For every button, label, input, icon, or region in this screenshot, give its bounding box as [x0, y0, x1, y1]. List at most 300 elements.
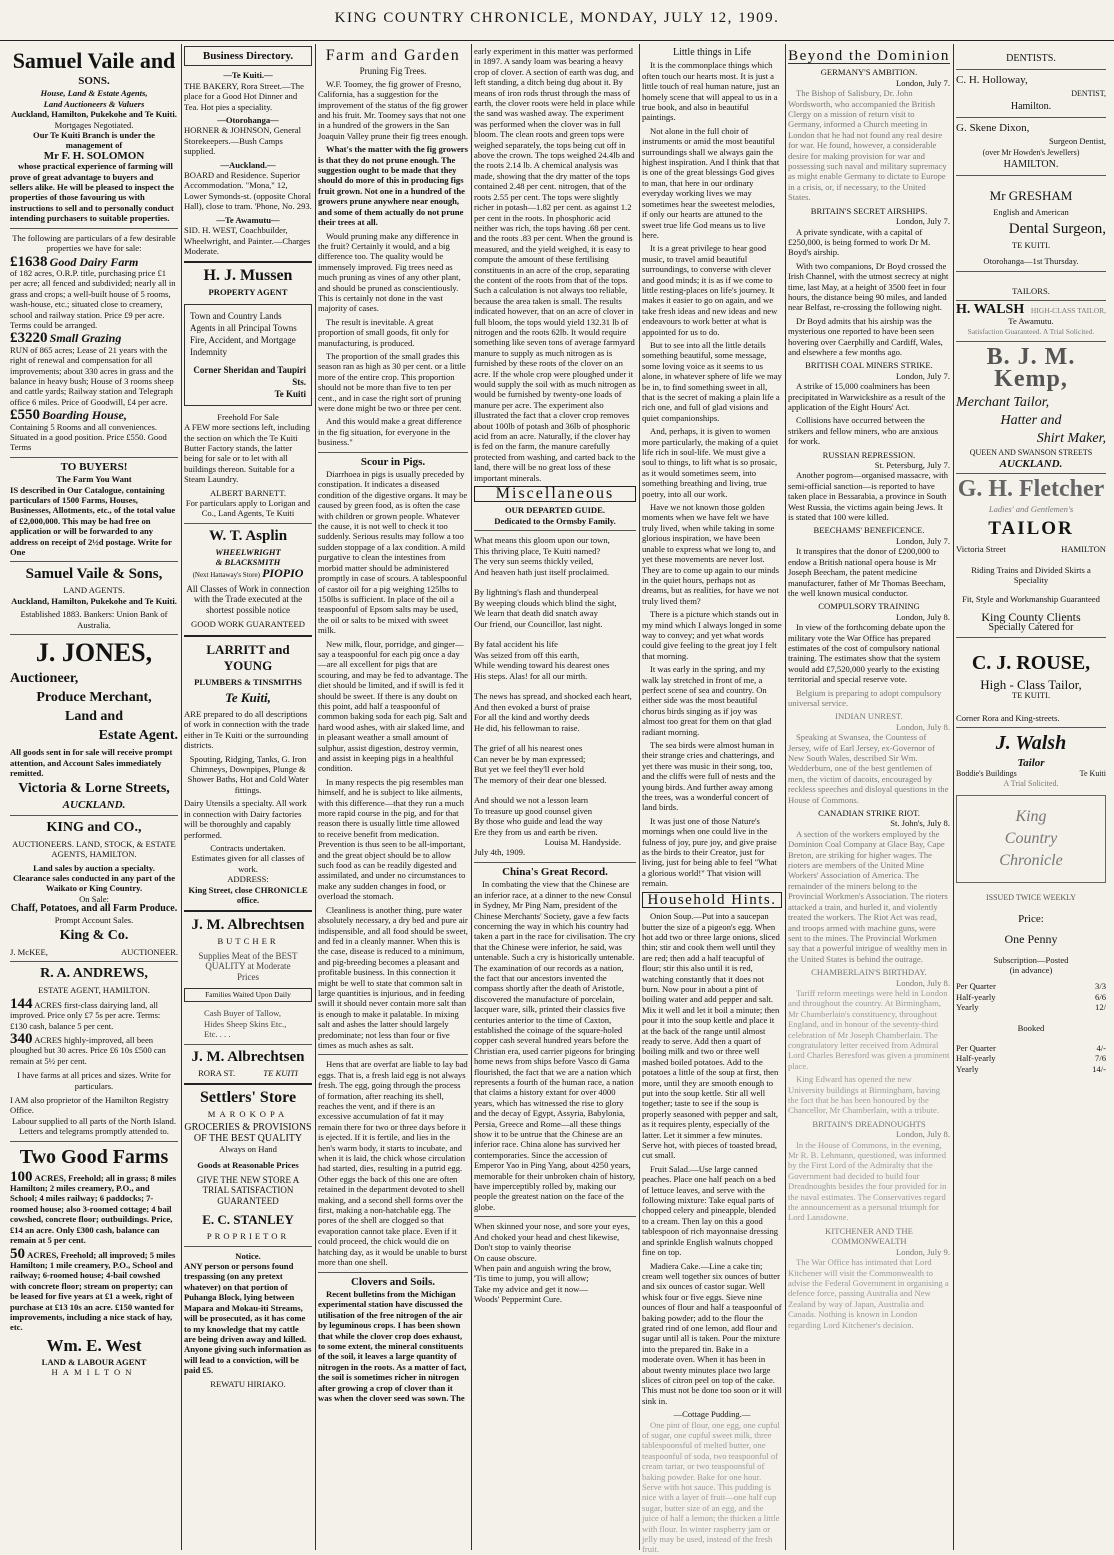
- fletcher-tailor: TAILOR: [988, 518, 1074, 540]
- news-8-text: A section of the workers employed by the Dominion Coal Company at Glace Bay, Cape Breton, are striking for higher wages. The rioters are members of the United Mine Workers' Association of America. The remainder of the miners belong to the Provincial Workmen's Association. The rioters attacked a train, and hurled it, and violently treated the workers. The Riot Act was read, and troops armed with machine guns, were sent to the mines. The Provincial Workmen say that a powerful intrigue of wealthy men in the United States is behind the outrage.: [788, 828, 948, 964]
- news-2-text-c: Dr Boyd admits that his airship was the mysterious one reported to have been seen hovering over Caerphilly and Cardiff, Wales, and elsewhere a few months ago.: [788, 315, 943, 357]
- property-2-title: Small Grazing: [49, 331, 122, 346]
- property-3-price: £550: [10, 407, 40, 424]
- posted-year: [956, 1002, 1106, 1012]
- andrews-340-num: 340: [10, 1031, 33, 1047]
- pruning-p1: W.F. Toomey, the fig grower of Fresno, California, has a suggestion for the improvement of the status of the fig grower and his fruit. Mr. Toomey says that not one in a hundred of the growers in the San Joaquin Valley prune their fig trees enough.: [318, 78, 468, 141]
- news-1-date: London, July 7.: [896, 77, 950, 88]
- jones-land: Land and: [65, 709, 123, 725]
- gresham-title: Dental Surgeon,: [1008, 220, 1106, 237]
- news-11-date: London, July 8.: [896, 1129, 950, 1140]
- divider: [318, 1272, 468, 1273]
- cottage-pudding: One pint of flour, one egg, one cupful of sugar, one cupful sweet milk, three tablespoonsful of melted butter, one teaspoonful of soda, two teaspoonful of cream tartar, or two teaspoonsful of baking powder. Bake for one hour. Serve with hot sauce. This pudding is nice with a layer of fruit—one half cup sugar, butter size of an egg, and the juice of half a lemon; the thicken a little with flour. In winter raspberry jam or jelly may be used, instead of the fresh fruit.: [642, 1419, 780, 1555]
- andrews-sub: ESTATE AGENT, HAMILTON.: [38, 985, 150, 996]
- property-2: [10, 330, 178, 407]
- vaile2-locations: Auckland, Hamilton, Pukekohe and Te Kuiti.: [11, 595, 177, 606]
- price-heading: Price:: [1018, 912, 1044, 925]
- vaile2-sub: LAND AGENTS.: [63, 585, 125, 596]
- albrechtsen2-sub: RORA ST.: [198, 1067, 236, 1078]
- divider: [474, 530, 636, 531]
- larritt-estimates: Estimates given for all classes of work.: [191, 853, 305, 874]
- walsh-row: [956, 302, 1106, 318]
- news-9-text: Tariff reform meetings were held in London and throughout the country. At Birmingham, Mr Chamberlain's constituency, throughout England, and in honour of the seventy-third celebration of Mr Joseph Chamberlain. The congratulatory letter received from Admiral Lord Charles Beresford was given a prominent place.: [788, 987, 950, 1071]
- fletcher-street-row: [956, 544, 1106, 554]
- news-4-text: Another pogrom—organised massacre, with semi-official sanction—is reported to have taken place in Bessarabia, a province in South West Russia, the victims again being Jews. It is stated that 100 were killed.: [788, 470, 949, 523]
- label: Half-yearly: [956, 1053, 996, 1064]
- column-6: [788, 46, 950, 1546]
- king-title: KING and CO.,: [46, 819, 142, 835]
- divider: [10, 457, 178, 458]
- household-heading: Household Hints.: [642, 892, 782, 908]
- news-3-date: London, July 7.: [896, 370, 950, 381]
- dentists-heading: DENTISTS.: [1006, 53, 1056, 64]
- pruning-p6: And this would make a great difference in the fig situation, for everyone in the business.": [318, 416, 462, 448]
- dir-horner: HORNER & JOHNSON, General Storekeepers.—Bush Camps supplied.: [184, 125, 301, 157]
- divider: [10, 561, 178, 562]
- rouse-name: C. J. ROUSE,: [971, 651, 1091, 674]
- jwalsh-tailor: Tailor: [1017, 757, 1045, 770]
- little-p3: It is a great privilege to hear good music, to travel amid beautiful surroundings, to converse with clever and good minds; it is as if we come to little resting-places on life's journey. It makes it easier to go on again, and we take fresh ideas and new ideas and new endeavours to work better at what is appointed for us to do.: [642, 243, 778, 337]
- holloway-city: Hamilton.: [1010, 101, 1052, 112]
- poem-date: July 4th, 1909.: [474, 847, 526, 858]
- king-chaff: Chaff, Potatoes, and all Farm Produce.: [10, 903, 178, 915]
- rouse-title: High - Class Tailor,: [980, 676, 1082, 692]
- news-2-text-a: A private syndicate, with a capital of £250,000, is being formed to work Dr M. Boyd's airship.: [788, 226, 931, 258]
- label: Half-yearly: [956, 991, 996, 1002]
- jones-estate: Estate Agent.: [98, 728, 178, 744]
- news-6-text-b: Belgium is preparing to adopt compulsory universal service.: [788, 687, 942, 708]
- walsh-name: H. WALSH: [956, 302, 1025, 318]
- farm-100: [10, 1168, 178, 1246]
- farm-50-num: 50: [10, 1245, 25, 1262]
- chronicle-logo: [956, 795, 1106, 883]
- news-2-heading: BRITAIN'S SECRET AIRSHIPS.: [810, 205, 928, 216]
- divider: [10, 634, 178, 635]
- divider: [956, 271, 1106, 272]
- west-sub: LAND & LABOUR AGENT: [41, 1356, 147, 1367]
- albrechtsen-supplies: Supplies Meat of the BEST QUALITY at Moderate Prices: [198, 950, 298, 982]
- column-4: [474, 46, 636, 1546]
- settlers-goods: Goods at Reasonable Prices: [197, 1159, 299, 1170]
- clovers-paragraph: Recent bulletins from the Michigan experimental station have discussed the utilisation of the free nitrogen of the air by leguminous crops. I has been shown that while the clover crop does exhaust, to some extent, the mineral constituents of the soil, it leaves a large quantity of nitrogen in the roots. As a matter of fact, the soil is sometimes richer in nitrogen after growing a crop of clover than it was when the clover seed was sown. The: [318, 1288, 467, 1403]
- jwalsh-city: Te Kuiti: [1079, 768, 1106, 778]
- albrechtsen-butcher: BUTCHER: [217, 936, 279, 947]
- fletcher-street: Victoria Street: [956, 544, 1006, 555]
- label: Yearly: [956, 1063, 979, 1074]
- buyers-heading: TO BUYERS!: [60, 460, 128, 473]
- little-p10: It was just one of those Nature's mornings when one could live in the fulness of joy, pure joy, and give praise as the birds to their Creator, just for living, just for being able to feel "What a glorious world!" That vision will remain.: [642, 815, 777, 889]
- pruning-p2: What's the matter with the fig growers is that they do not prune enough. The suggestion ought to be made that they should do more of this in producing figs fruit grown. Not one in a hundred of the growers prune anywhere near enough, and some of them actually do not prune their trees at all.: [318, 144, 468, 228]
- settlers-title: Settlers' Store: [199, 1089, 297, 1106]
- jones-title: J. JONES,: [35, 638, 153, 668]
- little-p2: Not alone in the full choir of instruments or amid the most beautiful surroundings shall we always gain the highest inspiration. And I think that that is one of the great blessings God gives to man, that here in our ordinary everyday working lives we may sometimes hear the sweetest melodies, if only our hearts are attuned to the sweet true life God means us to live here.: [642, 125, 780, 240]
- settlers-always: Always on Hand: [219, 1144, 277, 1155]
- farms-title: Two Good Farms: [19, 1145, 169, 1168]
- settlers-groceries: GROCERIES & PROVISIONS OF THE BEST QUALITY: [184, 1122, 312, 1144]
- guide-heading: OUR DEPARTED GUIDE.: [504, 505, 606, 516]
- news-3-heading: BRITISH COAL MINERS STRIKE.: [805, 360, 933, 371]
- logo-chronicle: Chronicle: [999, 852, 1063, 870]
- barnett-apply: For particulars apply to Lorigan and Co., Land Agents, Te Kuiti: [185, 497, 311, 519]
- vaile-sons: SONS.: [78, 75, 110, 87]
- china-heading: China's Great Record.: [502, 865, 608, 878]
- victoria-streets: Victoria & Lorne Streets,: [18, 781, 170, 797]
- news-5-date: London, July 7.: [896, 535, 950, 546]
- mussen-text: Town and Country Lands Agents in all Principal Towns Fire, Accident, and Mortgage Indemnity: [190, 310, 297, 357]
- poem-signature: Louisa M. Handyside.: [544, 837, 621, 848]
- andrews-144-num: 144: [10, 995, 33, 1012]
- little-p9: The sea birds were almost human in their strange cries and chatterings, and yet there was music in their song, too, and the cliffs were full of nests and the young birds. And further away among the trees, was a wonderful concert of land birds.: [642, 740, 776, 813]
- asplin-piopio: PIOPIO: [262, 565, 304, 580]
- value: 7/6: [1095, 1053, 1106, 1064]
- dir-bakery: THE BAKERY, Rora Street.—The place for a Good Hot Dinner and Tea. Hot pies a speciality.: [184, 80, 304, 112]
- value: 6/6: [1095, 991, 1106, 1002]
- buyers-sub: The Farm You Want: [56, 474, 132, 485]
- vaile-locations: Auckland, Hamilton, Pukekohe and Te Kuiti.: [11, 109, 177, 120]
- column-5: [642, 46, 782, 1555]
- news-12-text: The War Office has intimated that Lord Kitchener will visit the Commonwealth to advise the Federal Government in organising a defence force, passing Australia and New Zealand by way of Japan, Australia and Canada. Nothing is known in London regarding Lord Kitchener's decision.: [788, 1257, 949, 1330]
- freehold-text: A FEW more sections left, including the section on which the Te Kuiti Butter Factory stands, the latter being for sale or to let with all buildings thereon. Suitable for a Steam Laundry.: [184, 422, 310, 485]
- property-1-price: £1638: [10, 253, 48, 270]
- asplin-good-work: GOOD WORK GUARANTEED: [191, 619, 305, 630]
- jwalsh-name: J. Walsh: [995, 732, 1067, 755]
- little-p5: And, perhaps, it is given to women more particularly, the making of a quiet life rich in soul-life. We must give a soul to things, to lift what is so prosaic, as it would sometimes seem, into something breathing and living, true poetry, into all our work.: [642, 426, 779, 499]
- king-auctioneer: AUCTIONEER.: [120, 946, 178, 957]
- pruning-p4: The result is inevitable. A great proportion of small goods, fit only for manufacturing, is produced.: [318, 316, 449, 348]
- vaile-sub1: House, Land & Estate Agents,: [40, 88, 148, 99]
- news-2-date: London, July 7.: [896, 216, 950, 227]
- fletcher-fit: Fit, Style and Workmanship Guaranteed: [962, 593, 1100, 604]
- vaile-list-intro: The following are particulars of a few desirable properties we have for sale:: [12, 232, 176, 254]
- gresham-name: Mr GRESHAM: [989, 188, 1073, 204]
- dixon-name: G. Skene Dixon,: [956, 122, 1030, 134]
- news-6-heading: COMPULSORY TRAINING: [818, 601, 920, 612]
- divider: [956, 117, 1106, 118]
- kemp-streets: QUEEN AND SWANSON STREETS: [969, 448, 1093, 458]
- pruning-p5: The proportion of the small grades this season ran as high as 30 per cent. or a little more of the entire crop. This proportion should not be more than five to ten per cent., and in case the right sort of pruning were done might be two or three per cent.: [318, 350, 466, 413]
- notice-heading: Notice.: [235, 1250, 261, 1261]
- rouse-address: Corner Rora and King-streets.: [956, 712, 1060, 723]
- larritt-contracts: Contracts undertaken.: [210, 842, 286, 853]
- farm-50: [10, 1245, 178, 1333]
- divider: [956, 341, 1106, 342]
- booked-heading: Booked: [1017, 1022, 1045, 1033]
- settlers-give: GIVE THE NEW STORE A TRIAL SATISFACTION GUARANTEED: [196, 1175, 300, 1206]
- price-value: One Penny: [1004, 932, 1058, 947]
- column-2: [184, 46, 312, 1546]
- asplin-2: & BLACKSMITH: [215, 557, 281, 568]
- kemp-merchant: Merchant Tailor,: [956, 395, 1050, 411]
- king-mckee-row: [10, 947, 178, 957]
- news-9-date: London, July 8.: [896, 977, 950, 988]
- dixon-address: (over Mr Howden's Jewellers): [982, 148, 1080, 157]
- fruit-salad: Fruit Salad.—Use large canned peaches. Place one half peach on a bed of lettuce leaves, and serve with the following mixture: Take equal parts of chopped celery and pineapple, blended to a cream. Then lay on this a good tablespoon of rich mayonnaise dressing and sprinkle English walnuts chopped fine on top.: [642, 1163, 779, 1258]
- divider: [474, 862, 636, 863]
- fletcher-name: G. H. Fletcher: [957, 476, 1105, 503]
- pruning-p3: Would pruning make any difference in the fruit? Certainly it would, and a big difference too. The quality would be immensely improved. Fig trees need as much pruning as vines of any other plant, and should be pruned as conscientiously. This is certainly not done in the vast majority of cases.: [318, 230, 461, 314]
- king-text1: Land sales by auction a specialty.: [33, 862, 155, 873]
- kemp-name: B. J. M. Kemp,: [986, 344, 1076, 393]
- divider: [184, 1083, 312, 1085]
- news-11-heading: BRITAIN'S DREADNOUGHTS: [812, 1118, 926, 1129]
- holloway-title: DENTIST,: [1071, 89, 1106, 98]
- value: 12/: [1095, 1002, 1106, 1013]
- divider: [10, 228, 178, 229]
- west-title: Wm. E. West: [46, 1335, 142, 1355]
- farm-50-text: ACRES, Freehold; all improved; 5 miles Hamilton; 1 mile creamery, P.O., School and railway; 6-roomed house; 4-bail cowshed with concrete floor; stream on property; can be leased for five years at £1 a week, right of purchase at £13 10s an acre. £150 wanted for improvements, including a nice stack of hay, etc.: [10, 1249, 176, 1333]
- divider: [956, 300, 1106, 301]
- asplin-text: All Classes of Work in connection with the Trade executed at the shortest possible notice: [186, 584, 310, 615]
- divider: [10, 815, 178, 816]
- property-3-title: Boarding House,: [42, 408, 127, 423]
- column-rule: [181, 44, 182, 1550]
- larritt-title: LARRITT and YOUNG: [206, 641, 290, 673]
- king-on-sale: On Sale:: [79, 893, 109, 904]
- buyers-text: IS described in Our Catalogue, containing particulars of 1500 Farms, Houses, Businesses, Allotments, etc., of the total value of £2,000,000. This may be had free on application or will be forwarded to any address on receipt of 2½d postage. Write for One: [10, 484, 176, 558]
- divider: [184, 261, 312, 263]
- asplin-next-row: [184, 565, 312, 580]
- booked-year: [956, 1064, 1106, 1074]
- vaile-manager: Mr F. H. SOLOMON: [43, 149, 145, 162]
- vaile-mortgages: Mortgages Negotiated.: [54, 119, 134, 130]
- vaile2-title: Samuel Vaile & Sons,: [25, 566, 163, 583]
- andrews-labour: Labour supplied to all parts of the North Island.: [12, 1115, 176, 1126]
- jwalsh-solicited: A Trial Solicited.: [1003, 778, 1059, 788]
- larritt-town: Te Kuiti,: [225, 690, 271, 706]
- guide-poem: What means this gloom upon our town, This thriving place, Te Kuiti named? The very sun seems thickly veiled, And heaven hath just itself proclaimed. By lightning's flash and thunderpeal By weeping clouds which blind the sight, We learn that death did snatch away Our friend, our Councillor, last night. By fatal accident his life Was seized from off this earth, While wending toward his dearest ones His steps. Alas! for all our mirth. The news has spread, and shocked each heart, And then evoked a burst of praise For all the kind and worthy deeds He did, his fellowman to raise. The grief of all his nearest ones Can never be by man expressed; But yet we feel they'll ever hold The memory of their dear one blessed. And should we not a lesson learn To treasure up good counsel given By those who guide and lead the way Ere they from us and earth be riven.: [474, 535, 632, 837]
- divider: [474, 1216, 636, 1217]
- fletcher-catered: Specially Catered for: [988, 621, 1074, 633]
- king-signature: King & Co.: [59, 927, 129, 943]
- little-p6: Have we not known those golden moments when we have felt we have truly lived, when while taking in some glorious inspiration, we have been unable to express what we long to, and yet these movements are never lost. They are to come up again to our minds in the quiet hours, perhaps not as dreams, but as realities, for have we not truly lived them?: [642, 502, 779, 606]
- king-text2: Clearance sales conducted in any part of the Waikato or King Country.: [12, 872, 176, 894]
- masthead-rule: [0, 40, 1114, 41]
- dir-board: BOARD and Residence. Superior Accommodation. "Mona," 12, Lower Symonds-st. (opposite Choral Hall), close to tram. 'Phone, No. 293.: [184, 170, 312, 212]
- news-7-text: Speaking at Swansea, the Countess of Jersey, wife of Earl Jersey, ex-Governor of New South Wales, described Sir Wm. Wedderburn, one of the best gentlemen of men, the victim of dacoits, encouraged by reckless speeches and disloyal questions in the House of Commons.: [788, 732, 949, 805]
- divider: [184, 635, 312, 637]
- notice-signature: REWATU HIRIAKO.: [210, 1378, 286, 1389]
- little-p1: It is the commonplace things which often touch our hearts most. It is just a little touch of real human nature, just an homely scene that will appeal to us in a true book, and also in beautiful paintings.: [642, 60, 780, 123]
- andrews-144-text: ACRES first-class dairying land, all improved. Price only £7 5s per acre. Terms: £130 cash, balance 5 per cent.: [10, 999, 161, 1031]
- subscription-heading: Subscription—Posted: [993, 954, 1069, 965]
- andrews-340: [10, 1031, 178, 1066]
- jwalsh-buildings: Boddie's Buildings: [956, 768, 1017, 778]
- column-rule: [471, 44, 472, 1550]
- asplin-1: WHEELWRIGHT: [215, 546, 281, 557]
- dir-tekuiti: —Te Kuiti.—: [223, 70, 273, 81]
- column-rule: [953, 44, 954, 1550]
- news-1-text: The Bishop of Salisbury, Dr. John Wordsworth, who accompanied the British Clergy on a mission of return visit to Germany, informed a Church meeting in London that he had not found any real desire for war. He found, however, a considerable desire for making provision for war and possessing such naval and military supremacy as might enable Germany to dictate to Europe in a crisis, or, if necessary, to the United States.: [788, 88, 947, 203]
- logo-king: King: [1015, 808, 1047, 826]
- andrews-340-text: ACRES highly-improved, all been ploughed but 30 acres. Price £6 10s £500 can remain at 5½ per cent.: [10, 1035, 166, 1066]
- jwalsh-buildings-row: [956, 769, 1106, 779]
- masthead: KING COUNTRY CHRONICLE, MONDAY, JULY 12, 1909.: [334, 10, 780, 26]
- walsh-satisfaction: Satisfaction Guaranteed. A Trial Solicited.: [967, 326, 1095, 336]
- divider: [184, 1044, 312, 1045]
- news-12-heading: KITCHENER AND THE COMMONWEALTH: [825, 1225, 913, 1247]
- logo-country: Country: [1004, 830, 1058, 848]
- divider: [318, 1054, 468, 1055]
- andrews-144: [10, 995, 178, 1031]
- king-sub: AUCTIONEERS. LAND, STOCK, & ESTATE AGENTS, HAMILTON.: [12, 838, 176, 860]
- news-5-heading: BEECHAMS' BENEFICENCE.: [813, 525, 925, 536]
- directory-heading-box: [184, 46, 312, 66]
- divider: [956, 727, 1106, 728]
- peppermint-poem: When skinned your nose, and sore your eyes, And choked your head and chest likewise, Don't stop to vainly theorise On cause obscure. When pain and anguish wring the brow, 'Tis time to jump, you will allow; Take my advice and get it now— Woods' Peppermint Cure.: [474, 1221, 630, 1305]
- posted-quarter: [956, 981, 1106, 991]
- divider: [956, 473, 1106, 474]
- guide-sub: Dedicated to the Ormsby Family.: [494, 515, 616, 526]
- hens-paragraph: Hens that are overfat are liable to lay bad eggs. That is, a fresh laid egg is not always fresh. The egg, going through the process of formation, after reaching its shell, reaches the vent, and if there is an excessive accumulation of fat it may remain there for two or three days before it is ejected. If it is fertile, and lies in the hen's warm body, it starts to incubate, and when it is laid, the chick whose circulation had started, dies, resulting in a putrid egg. Other eggs the back of this one are often retained in the department devoted to shell making, and a second shell forms over the first, making a non-hatchable egg. The pores of the shell are clogged so that evaporation cannot take place. Even if it could proceed, the chick would die on hatching day, as it would be unable to burst more than one shell.: [318, 1059, 468, 1268]
- farm-100-num: 100: [10, 1168, 33, 1185]
- dir-west: SID. H. WEST, Coachbuilder, Wheelwright, and Painter.—Charges Moderate.: [184, 225, 311, 256]
- rouse-city: TE KUITI.: [1011, 690, 1051, 701]
- divider: [956, 637, 1106, 638]
- issued: ISSUED TWICE WEEKLY: [985, 893, 1076, 903]
- andrews-also: I AM also proprietor of the Hamilton Registry Office.: [10, 1095, 169, 1116]
- vaile-sub2: Land Auctioneers & Valuers: [43, 98, 145, 109]
- news-8-heading: CANADIAN STRIKE RIOT.: [818, 808, 920, 819]
- pruning-heading: Pruning Fig Trees.: [359, 66, 427, 77]
- news-9-heading: CHAMBERLAIN'S BIRTHDAY.: [811, 967, 927, 978]
- walsh-city: Te Awamutu.: [1008, 316, 1054, 327]
- albrechtsen2-row: [184, 1068, 312, 1078]
- albrechtsen-cash: Cash Buyer of Tallow, Hides Sheep Skins Etc., Etc. . . .: [204, 1008, 287, 1040]
- fletcher-city: HAMILTON: [1061, 544, 1106, 555]
- gresham-otorohanga: Otorohanga—1st Thursday.: [983, 256, 1079, 267]
- asplin-title: W. T. Asplin: [208, 527, 288, 544]
- property-1-title: Good Dairy Farm: [49, 254, 139, 269]
- divider: [184, 1246, 312, 1247]
- dixon-city: HAMILTON.: [1003, 159, 1059, 171]
- scour-p4: Cleanliness is another thing, pure water absolutely necessary, a dry bed and pure air indispensible, and all food should be sweet, and fed in a cleanly manner. When this is the case, disease is reduced to a minimum, and pig-breeding becomes a pleasant and profitable business. In this connection it might be well to state that common salt in large quantities is injurious, and in feeding swill it should never contain more salt than is enough to make it palatable. In mixing salt and ashes the latter should largely predominate; not less than four or five times as much ashes as salt.: [318, 904, 468, 1050]
- news-7-date: London, July 8.: [896, 721, 950, 732]
- little-p4: But to see into all the little details something beautiful, some message, some loving voice as it seems to us alone, in whatever sphere of life we may be in, to find something sweet in all, that is the secret of making a plain life a rich one, and full of glad visions and quiet companionships.: [642, 339, 782, 423]
- property-2-price: £3220: [10, 330, 48, 347]
- gresham-city: TE KUITI.: [1011, 239, 1051, 250]
- fletcher-sub: Ladies' and Gentlemen's: [988, 504, 1074, 515]
- walsh-title: HIGH-CLASS TAILOR,: [1030, 306, 1106, 316]
- kemp-hatter: Hatter and: [1000, 413, 1062, 429]
- asplin-next: (Next Hattaway's Store): [192, 570, 260, 579]
- china-paragraph: In combating the view that the Chinese are an inferior race, at a dinner to the new Consul in Sydney, Mr Ping Nam, president of the Chinese Merchants' Society, gave a few facts concerning the way in which his country had taken a part in the race for civilisation. The cry that the Chinese were inferior, he said, was untenable. Such a cry is historically untenable. The examination of our records as a nation, the fact that our ancestors invented the compass shortly after the death of Aristotle, discovered the manufacture of porcelain, lacquer ware, silk, printed their classics five centuries anterior to the time of Caxton, established the coinage of the square-holed copper cash several hundred years before the Christian era, used carrier pigeons for bringing home news from ships before Vasco di Gama flourished, the fact that we are a nation which represents a fourth of the human race, a nation that claims a history extant for over 4000 years, which has witnessed the rise to glory and the decay of Egypt, Assyria, Babylonia, Persia, Greece and Rome—all these things show it to be untrue that the Chinese are an inferior race. China alone has survived her contemporaries. Since the accession of Emperor Yao in Ping Yang, about 4250 years, memorable for their unbroken chain of history, have imperceptibly rolled by, making our people the greatest nation on the face of the globe.: [474, 879, 636, 1212]
- property-1: [10, 253, 178, 331]
- jones-auctioneer: Auctioneer,: [10, 671, 79, 687]
- mussen-town: Te Kuiti: [274, 388, 306, 399]
- posted-half: [956, 992, 1106, 1002]
- dir-auckland: —Auckland.—: [220, 159, 276, 170]
- news-4-heading: RUSSIAN REPRESSION.: [822, 449, 916, 460]
- mussen-sub: PROPERTY AGENT: [208, 287, 288, 298]
- column-rule: [639, 44, 640, 1550]
- albrechtsen2-title: J. M. Albrechtsen: [191, 1048, 305, 1065]
- property-3-text: Containing 5 Rooms and all conveniences. Situated in a good position. Price £550. Good Terms: [10, 421, 167, 453]
- news-11-text: In the House of Commons, in the evening, Mr R. B. Lehmann, questioned, was informed by the First Lord of the Admiralty that the Government had decided to build four Dreadnoughts besides the four provided for in the naval estimates. The Conservatives regard the announcement as a personal triumph for Lord Lansdowne.: [788, 1139, 947, 1223]
- news-7-heading: INDIAN UNREST.: [835, 711, 903, 722]
- subscription-advance: (in advance): [1009, 964, 1053, 975]
- clovers-heading: Clovers and Soils.: [350, 1275, 436, 1288]
- stanley-sub: PROPRIETOR: [206, 1231, 290, 1242]
- king-mckee: J. McKEE,: [10, 946, 48, 957]
- divider: [10, 961, 178, 962]
- scour-p2: New milk, flour, porridge, and ginger—say a teaspoonful for each pig once a day—are all excellent for pigs that are scouring, and may be fed to advantage. The diet should be limited, and if swill is fed it should be sweet. If there is any doubt on this point, add half a teaspoonful of common baking soda for each pig. Salt and hard wood ashes, with air slaked lime, and in pleasant weather a small amount of sulphur, assist digestion, destroy vermin, and assist in keeping pigs in a healthful condition.: [318, 638, 468, 774]
- divider: [184, 910, 312, 912]
- king-prompt: Prompt Account Sales.: [54, 914, 134, 925]
- larritt-address: King Street, close CHRONICLE office.: [188, 884, 308, 905]
- farm-garden-heading: Farm and Garden: [325, 47, 461, 64]
- news-1-heading: GERMANY'S AMBITION.: [820, 67, 918, 78]
- divider: [184, 523, 312, 524]
- news-6-date: London, July 8.: [896, 611, 950, 622]
- column-3: [318, 46, 468, 1546]
- gresham-sub: English and American: [993, 207, 1069, 218]
- scour-p1: Diarrhoea in pigs is usually preceded by constipation. It indicates a diseased condition of the digestive organs. It may be caused by green food, as is often the case with children or grown people. Whatever the cause, it is not well to check it too suddenly. Serious results may follow a too sudden stoppage of a lax condition. A mild purgative to clean the intestines from morbid matter should be administered promptly in case of scours. A tablespoonful of castor oil for a pig weighing 125lbs to 150lbs is sufficient. In place of the oil a teaspoonful of Epsom salts may be used, the oil or salts to be mixed with sweet milk.: [318, 469, 468, 636]
- dir-otorohanga: —Otorohanga—: [217, 115, 279, 126]
- news-10-text: King Edward has opened the new University buildings at Birmingham, having the fact that he has been honoured by the Chancellor, Mr Chamberlain, with a tribute.: [788, 1074, 941, 1116]
- value: 4/-: [1096, 1043, 1106, 1053]
- booked-half: [956, 1053, 1106, 1063]
- property-2-text: RUN of 865 acres; Lease of 21 years with the right of renewal and compensation for all improvements; about 330 acres in grass and the balance in heavy bush; House of 3 rooms sheep and cattle yards; Railway station and Telegraph office 6 miles. Price of Goodwill, £4 per acre.: [10, 344, 174, 407]
- albrechtsen-title: J. M. Albrechtsen: [191, 917, 305, 934]
- jones-produce: Produce Merchant,: [36, 690, 152, 706]
- barnett: ALBERT BARNETT.: [209, 487, 287, 498]
- west-location: HAMILTON: [51, 1367, 137, 1378]
- dir-teawamutu: —Te Awamutu—: [216, 214, 280, 225]
- cottage-heading: —Cottage Pudding.—: [673, 1409, 751, 1420]
- kemp-city: AUCKLAND.: [999, 457, 1063, 470]
- tailors-heading: TAILORS.: [1012, 285, 1050, 296]
- column-rule: [315, 44, 316, 1550]
- fletcher-clients: King County Clients: [981, 610, 1081, 625]
- albrechtsen2-town: TE KUITI: [263, 1067, 298, 1078]
- news-3-text-b: Collisions have occurred between the strikers and fellow miners, who are anxious for work.: [788, 415, 939, 447]
- larritt-sub: PLUMBERS & TINSMITHS: [194, 676, 302, 687]
- notice-text: ANY person or persons found trespassing (on any pretext whatever) on that portion of Puhanga Block, lying between Mapara and Mokau-iti Streams, will be prosecuted, as it has come to my knowledge that my cattle are being driven away and killed. Anyone giving such information as will lead to a conviction, will be paid £5.: [184, 1261, 312, 1376]
- andrews-letters: Letters and telegrams promptly attended to.: [19, 1126, 169, 1137]
- vaile2-established: Established 1883. Bankers: Union Bank of Australia.: [20, 609, 168, 630]
- kemp-shirt: Shirt Maker,: [1036, 431, 1106, 447]
- jones-text: All goods sent in for sale will receive prompt attention, and Account Sales immediately remitted.: [10, 747, 173, 778]
- clover-continued: early experiment in this matter was performed in 1897. A sandy loam was bearing a heavy crop of clover. A section of earth was dug, and left standing, a ditch being dug about it. By means of iron rods thrust through the mass of earth, the clover roots were held in place while the sand was washed away. The experiment was performed when the clover was in full bloom. The clean roots and green tops were weighed separately, the tops being cut off in above the crown. The tops weighed 24.4lb and the roots 2.14 lb. A chemical analysis was made, showing that the dry matter of the tops contained 2.48 per cent. nitrogen, that of the roots 2.55 per cent. The tops were slightly richer in potash—1.82 per cent. as against 1.2 per cent in the roots. In phosphoric acid neither was rich, the tops having .68 per cent. and the roots .83 per cent. When the ground is measured, and the yield weighed, it is easy to compute the amount of these fertilising constituents in an acre of the crop, separating the content of the roots from that of the tops. Such a calculation is not always too reliable, because the area taken is small. The results indicated however, that on an acre of clover in full bloom, the tops would yield 132.31 lb of nitrogen and the roots 62lb. It would require something like seven tons of average farmyard manure to supply as much nitrogen as is furnished by these roots of the clover on an acre. If the whole crop were ploughed under it would supply the soil with as much nitrogen as would be furnished by twenty-one loads of manure per acre. The experiment also illustrated the fact that a clover crop removes about 100lb of potash and 36lb of phosphoric acid from an acre. Naturally, if the clover hay is fed on the farm, the manure carefully protected from washing, and carted back to the land, there will be no great loss of these important minerals.: [474, 46, 636, 483]
- andrews-farms: I have farms at all prices and sizes. Write for particulars.: [17, 1070, 171, 1091]
- vaile-branch: Our Te Kuiti Branch is under the management of: [33, 130, 155, 151]
- news-2-text-b: With two companions, Dr Boyd crossed the Irish Channel, with the utmost secrecy at night time, last May, at a height of 3500 feet in four hours, the distance being 90 miles, and landed near Belfast, re-crossing the following night.: [788, 260, 949, 313]
- miscellaneous-heading: Miscellaneous: [474, 486, 636, 502]
- dixon-title: Surgeon Dentist,: [1049, 136, 1106, 146]
- news-5-text: It transpires that the donor of £200,000 to endow a British national opera house is Mr Joseph Beecham, the patent medicine manufacturer, father of Mr Thomas Beecham, the well known musical conductor.: [788, 546, 946, 598]
- onion-soup: Onion Soup.—Put into a saucepan butter the size of a pigeon's egg. When hot add two or three large onions, sliced thin; stir and cook them well until they are red; then add a half teacupful of flour; stir this also until it is red, watching constantly that it does not burn. Now pour in about a pint of boiling water and add pepper and salt. Mix it well and let it boil a minute; then pour it into the soup kettle and place it at the back of the range until almost ready to serve. Add then a quart of boiling milk and two or three well mashed boiled potatoes. Add to the potatoes a little of the soup at first, then more, until they are smooth enough to put into the soup kettle. Stir all well together; taste to see if the soup is properly seasoned with pepper and salt, as it requires plenty, especially of the latter. Let it simmer a few minutes. Serve hot, with pieces of toasted bread, cut small.: [642, 911, 780, 1161]
- vaile-text: whose practical experience of farming will prove of great advantage to buyers and sellers alike. He will be pleased to inspect the properties of those favouring us with instructions to sell and to personally conduct intending purchasers to suitable properties.: [10, 161, 174, 224]
- divider: [318, 452, 468, 453]
- booked-quarter: [956, 1043, 1106, 1053]
- farm-100-text: ACRES, Freehold; all in grass; 8 miles Hamilton; 2 miles creamery, P.O., and School; 4 miles railway; 6 paddocks; 7-roomed house; also 3-roomed cottage; 4 bail cowshed, concrete floor; outbuildings. Price, £14 an acre. Only £300 cash, balance can remain at 5 per cent.: [10, 1172, 177, 1246]
- news-6-text-a: In view of the forthcoming debate upon the military vote the War Office has prepared estimates of the cost of compulsory national training. The estimates show that the system would add £7,520,000 yearly to the existing territorial and special reserve vote.: [788, 622, 946, 685]
- label: Per Quarter: [956, 981, 996, 992]
- settlers-sub: MAROKOPA: [207, 1109, 289, 1119]
- divider: [956, 175, 1106, 176]
- little-p7: There is a picture which stands out in my mind which I always longed in some way to convey; and yet what words could give feeling to the great joy I felt that morning.: [642, 609, 782, 661]
- stanley-title: E. C. STANLEY: [202, 1212, 294, 1228]
- fletcher-riding: Riding Trains and Divided Skirts a Speciality: [971, 564, 1091, 586]
- property-1-text: of 182 acres, O.R.P. title, purchasing price £1 per acre; all fenced and subdivided; nearly all in grass and crops; a well-built house of 5 rooms, wash-house, etc.; situated close to creamery, school and railway station. Price £9 per acre. Terms could be arranged.: [10, 267, 176, 330]
- scour-heading: Scour in Pigs.: [360, 455, 426, 468]
- albrechtsen-families: Families Waited Upon Daily: [184, 988, 312, 1002]
- news-8-date: St. John's, July 8.: [890, 818, 950, 829]
- directory-heading: Business Directory.: [202, 50, 294, 62]
- vaile-title: Samuel Vaile and: [12, 48, 176, 73]
- victoria-city: AUCKLAND.: [62, 799, 126, 812]
- little-p8: It was early in the spring, and my walk lay stretched in front of me, a perfect scene of sea and country. On either side was the most beautiful chorus birds singing as if joy was almost too great for them on that glad radiant morning.: [642, 664, 772, 737]
